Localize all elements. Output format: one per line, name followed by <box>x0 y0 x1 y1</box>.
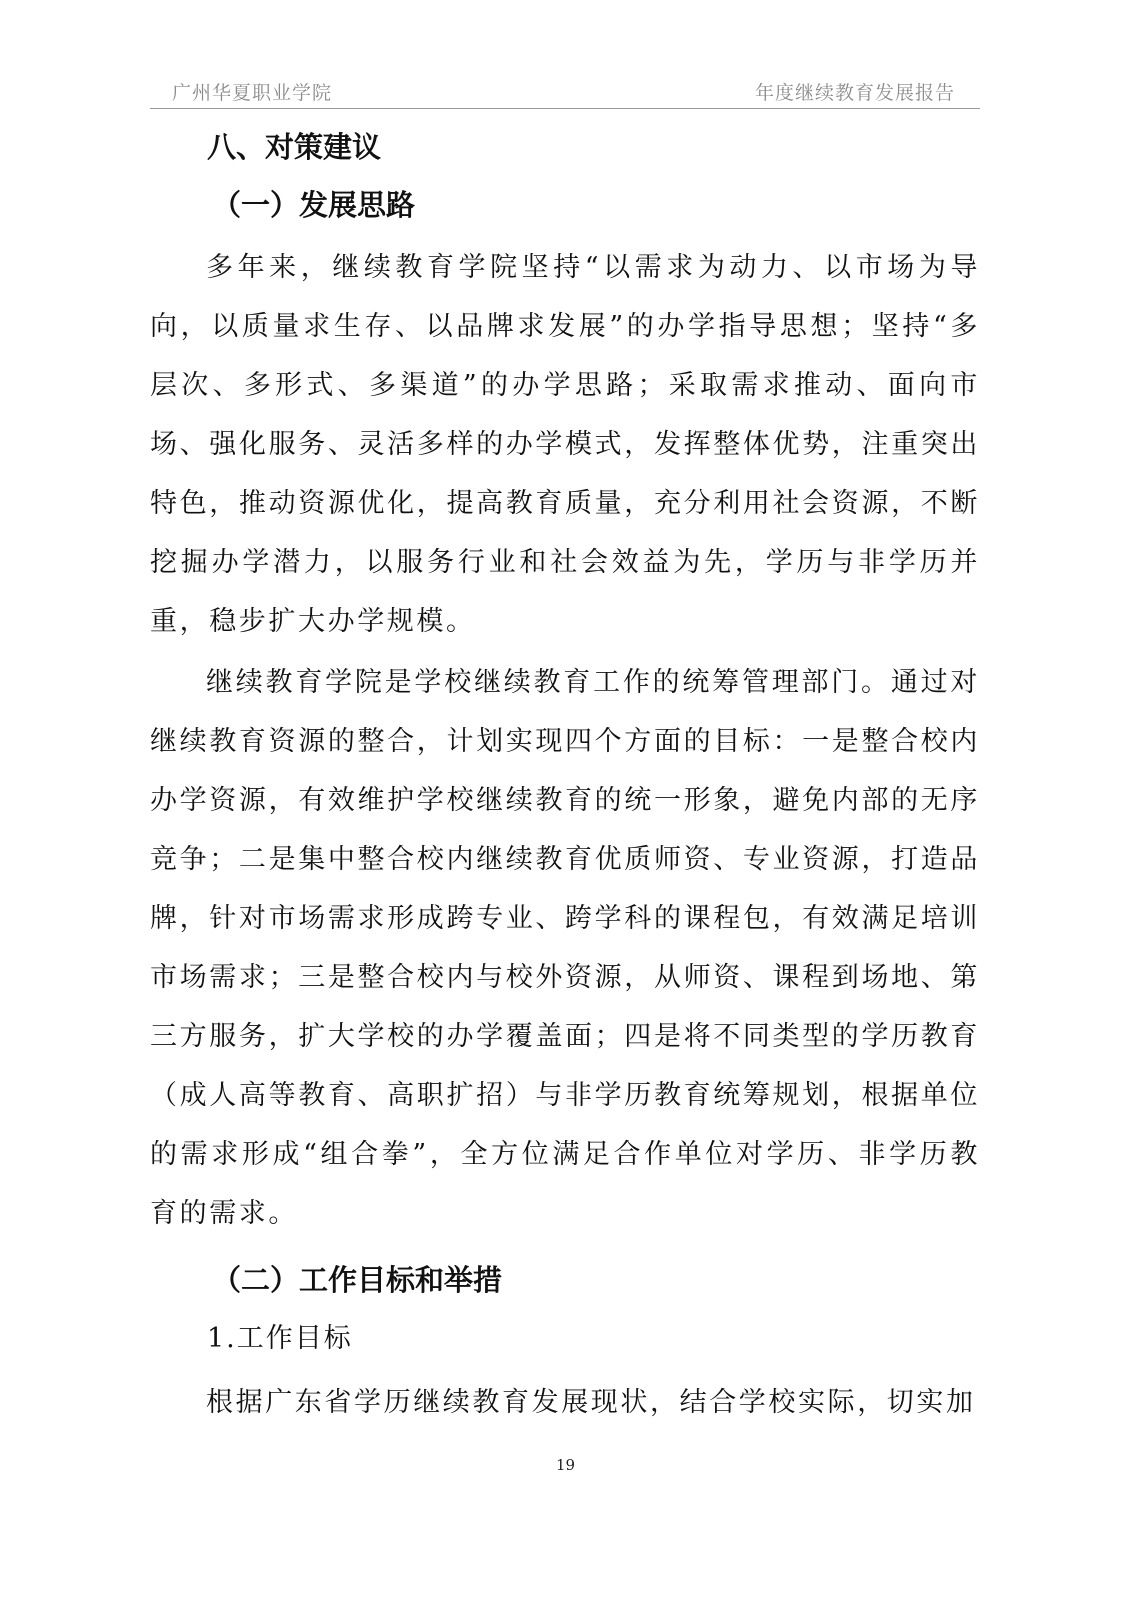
subsection-title-development: （一）发展思路 <box>212 188 416 222</box>
item-title-work-goals: 1.工作目标 <box>207 1323 353 1354</box>
page-number: 19 <box>555 1456 576 1474</box>
paragraph-resource-integration: 继续教育学院是学校继续教育工作的统筹管理部门。通过对继续教育资源的整合，计划实现四个方面的目标：一是整合校内办学资源，有效维护学校继续教育的统一形象，避免内部的无序竞争；二是集中整合校内继续教育优质师资、专业资源，打造品牌，针对市场需求形成跨专业、跨学科的课程包，有效满足培训市场需求；三是整合校内与校外资源，从师资、课程到场地、第三方服务，扩大学校的办学覆盖面；四是将不同类型的学历教育（成人高等教育、高职扩招）与非学历教育统筹规划，根据单位的需求形成“组合拳”，全方位满足合作单位对学历、非学历教育的需求。 <box>150 667 980 1229</box>
header-divider <box>150 108 980 109</box>
paragraph-development-ideas: 多年来，继续教育学院坚持“以需求为动力、以市场为导向，以质量求生存、以品牌求发展”的办学指导思想；坚持“多层次、多形式、多渠道”的办学思路；采取需求推动、面向市场、强化服务、灵活多样的办学模式，发挥整体优势，注重突出特色，推动资源优化，提高教育质量，充分利用社会资源，不断挖掘办学潜力，以服务行业和社会效益为先，学历与非学历并重，稳步扩大办学规模。 <box>150 252 980 637</box>
header-report-title: 年度继续教育发展报告 <box>754 82 955 104</box>
subsection-title-goals-measures: （二）工作目标和举措 <box>212 1263 503 1297</box>
section-title: 八、对策建议 <box>207 130 382 164</box>
header-school-name: 广州华夏职业学院 <box>172 82 333 104</box>
paragraph-work-goals: 根据广东省学历继续教育发展现状，结合学校实际，切实加 <box>206 1387 976 1418</box>
